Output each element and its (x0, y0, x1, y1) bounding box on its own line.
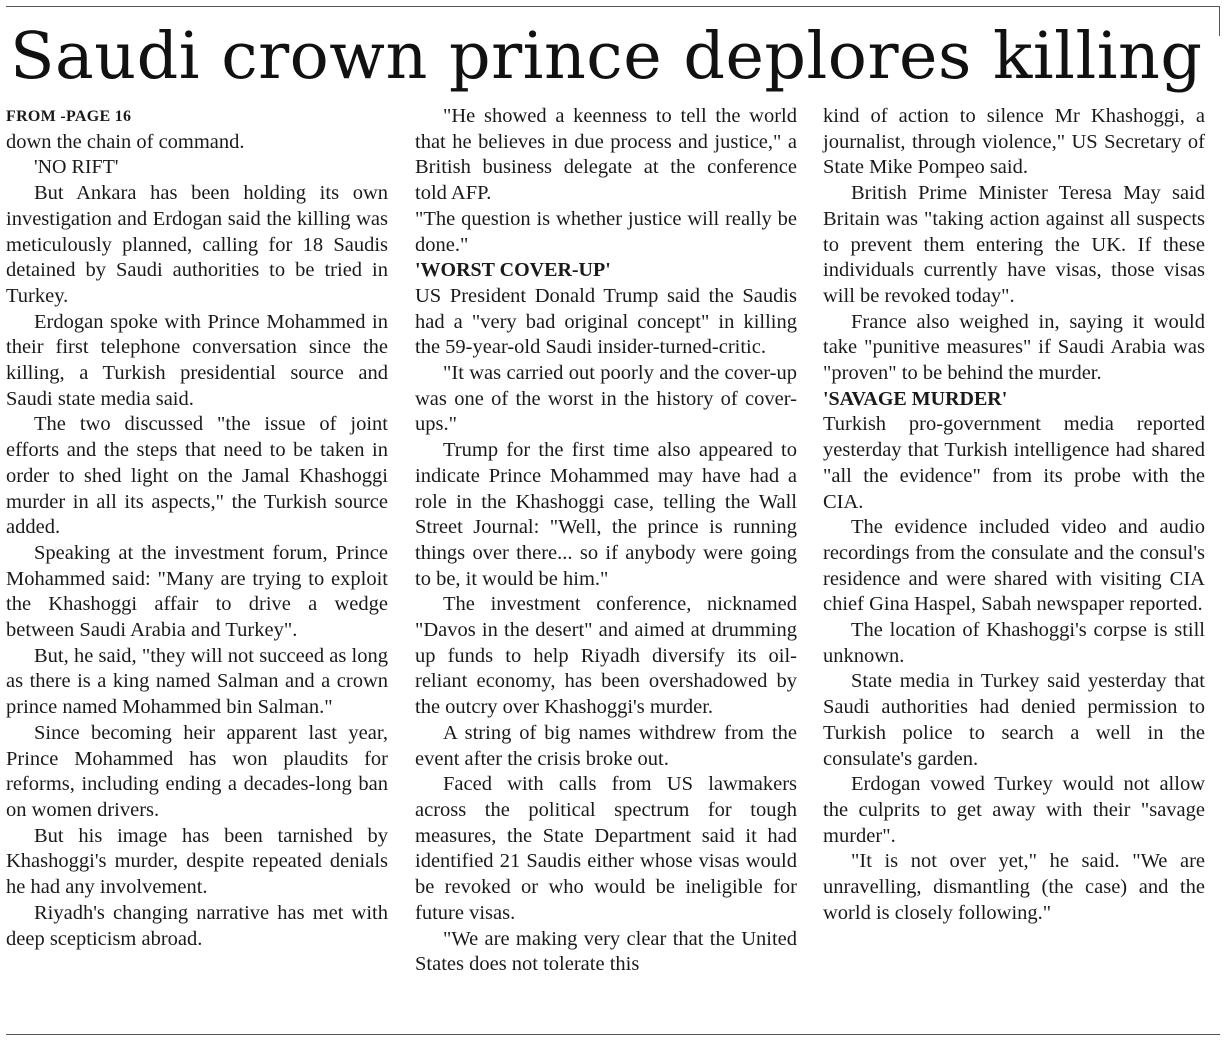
continuation-label: FROM -PAGE 16 (6, 108, 132, 125)
paragraph: But Ankara has been holding its own investigation and Erdogan said the killing was meticulously planned, calling for 18 Saudis detained by Saudi authorities to be tried in Turkey. (6, 182, 388, 307)
paragraph: Trump for the first time also appeared to indicate Prince Mohammed may have had a role in the Khashoggi case, telling the Wall Street Journal: "Well, the prince is running things over there... so if anybody were going to be, it would be him." (415, 439, 797, 590)
corner-rule (1219, 6, 1220, 36)
paragraph: US President Donald Trump said the Saudis had a "very bad original concept" in killing the 59-year-old Saudi insider-turned-critic. (415, 284, 797, 359)
paragraph: Erdogan vowed Turkey would not allow the culprits to get away with their "savage murder". (823, 773, 1205, 847)
paragraph: "The question is whether justice will really be done." (415, 207, 797, 256)
article-column-3 (823, 104, 1205, 927)
article-column-1 (6, 104, 388, 952)
paragraph: The two discussed "the issue of joint efforts and the steps that need to be taken in order to shed light on the Jamal Khashoggi murder in all its aspects," the Turkish source added. (6, 413, 388, 539)
paragraph: France also weighed in, saying it would take "punitive measures" if Saudi Arabia was "proven" to be behind the murder. (823, 310, 1205, 385)
subheading: 'NO RIFT' (34, 156, 119, 179)
paragraph: kind of action to silence Mr Khashoggi, a journalist, through violence," US Secretary of State Mike Pompeo said. (823, 105, 1205, 179)
paragraph: Faced with calls from US lawmakers across the political spectrum for tough measures, the State Department said it had identified 21 Saudis either whose visas would be revoked or who would be ineligible for future visas. (415, 773, 797, 924)
paragraph: Turkish pro-government media reported yesterday that Turkish intelligence had shared "all the evidence" from its probe with the CIA. (823, 413, 1205, 513)
paragraph: British Prime Minister Teresa May said Britain was "taking action against all suspects to prevent them entering the UK. If these individuals currently have visas, those visas will be revoked today". (823, 182, 1205, 307)
subheading: 'SAVAGE MURDER' (823, 387, 1008, 410)
paragraph: State media in Turkey said yesterday that Saudi authorities had denied permission to Turkish police to search a well in the consulate's garden. (823, 670, 1205, 770)
top-rule (6, 6, 1220, 7)
bottom-rule (6, 1034, 1220, 1035)
paragraph: The evidence included video and audio recordings from the consulate and the consul's residence and were shared with visiting CIA chief Gina Haspel, Sabah newspaper reported. (823, 516, 1205, 616)
paragraph: But his image has been tarnished by Khashoggi's murder, despite repeated denials he had any involvement. (6, 824, 388, 899)
paragraph: Erdogan spoke with Prince Mohammed in their first telephone conversation since the killing, a Turkish presidential source and Saudi state media said. (6, 310, 388, 410)
paragraph: The investment conference, nicknamed "Davos in the desert" and aimed at drumming up funds to help Riyadh diversify its oil-reliant economy, has been overshadowed by the outcry over Khashoggi's murder. (415, 593, 797, 719)
paragraph: "He showed a keenness to tell the world that he believes in due process and justice," a British business delegate at the conference told AFP. (415, 105, 797, 205)
article-column-2 (415, 104, 797, 978)
paragraph: "It is not over yet," he said. "We are unravelling, dismantling (the case) and the world is closely following." (823, 850, 1205, 924)
paragraph: But, he said, "they will not succeed as long as there is a king named Salman and a crown prince named Mohammed bin Salman." (6, 644, 388, 719)
paragraph: "It was carried out poorly and the cover-up was one of the worst in the history of cover-ups." (415, 362, 797, 436)
paragraph: The location of Khashoggi's corpse is still unknown. (823, 619, 1205, 667)
paragraph: down the chain of command. (6, 130, 245, 153)
headline: Saudi crown prince deplores killing (10, 19, 1203, 94)
paragraph: Riyadh's changing narrative has met with deep scepticism abroad. (6, 901, 388, 950)
paragraph: Speaking at the investment forum, Prince Mohammed said: "Many are trying to exploit the Khashoggi affair to drive a wedge between Saudi Arabia and Turkey". (6, 541, 388, 642)
paragraph: A string of big names withdrew from the event after the crisis broke out. (415, 721, 797, 770)
paragraph: "We are making very clear that the United States does not tolerate this (415, 927, 797, 976)
paragraph: Since becoming heir apparent last year, Prince Mohammed has won plaudits for reforms, including ending a decades-long ban on women drivers. (6, 721, 388, 821)
subheading: 'WORST COVER-UP' (415, 259, 611, 282)
